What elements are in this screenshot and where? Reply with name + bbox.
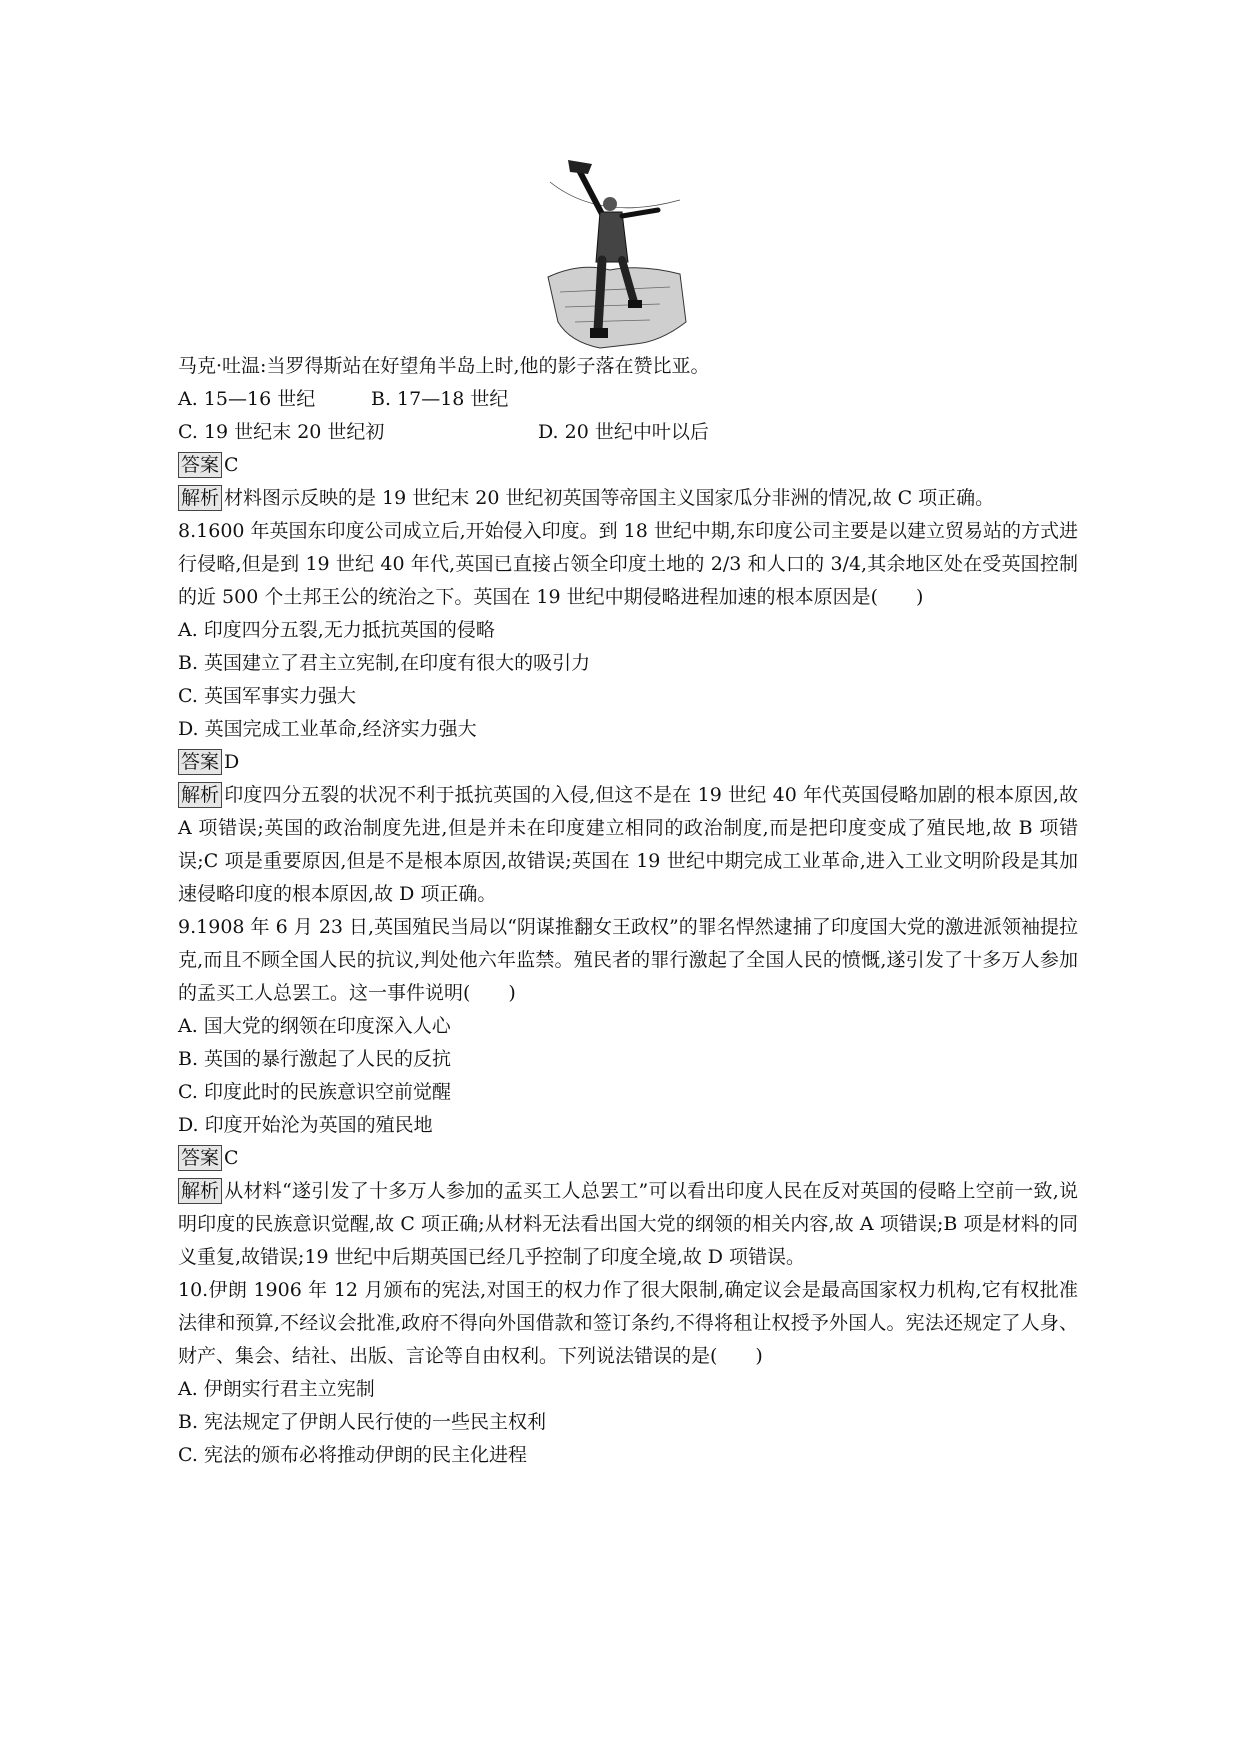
q10-stem-text: 伊朗 1906 年 12 月颁布的宪法,对国王的权力作了很大限制,确定议会是最高国家权力机构,它有权批准法律和预算,不经议会批准,政府不得向外国借款和签订条约,不得将租让权授予外国人。宪法还规定了人身、财产、集会、结社、出版、言论等自由权利。下列说法错误的是( ) (178, 1279, 1078, 1367)
analysis-tag: 解析 (178, 782, 222, 808)
q10-option-a: A. 伊朗实行君主立宪制 (178, 1378, 375, 1400)
q7-caption: 马克·吐温:当罗得斯站在好望角半岛上时,他的影子落在赞比亚。 (178, 355, 710, 377)
q10-stem (178, 1274, 1078, 1373)
q9-option-b: B. 英国的暴行激起了人民的反抗 (178, 1048, 452, 1070)
q9-option-c: C. 印度此时的民族意识空前觉醒 (178, 1081, 451, 1103)
q8-answer (178, 746, 1078, 779)
q10-option-c: C. 宪法的颁布必将推动伊朗的民主化进程 (178, 1444, 527, 1466)
q10-number: 10. (178, 1279, 209, 1301)
q8-option-c: C. 英国军事实力强大 (178, 685, 356, 707)
answer-tag: 答案 (178, 749, 222, 775)
q7-option-a: A. 15—16 世纪 (178, 388, 316, 410)
q9-analysis-text: 从材料“遂引发了十多万人参加的孟买工人总罢工”可以看出印度人民在反对英国的侵略上空前一致,说明印度的民族意识觉醒,故 C 项正确;从材料无法看出国大党的纲领的相关内容,故 A 项错误;B 项是材料的同义重复,故错误;19 世纪中后期英国已经几乎控制了印度全境,故 D 项错误。 (178, 1180, 1078, 1268)
q8-option-b: B. 英国建立了君主立宪制,在印度有很大的吸引力 (178, 652, 591, 674)
q9-answer (178, 1142, 1078, 1175)
q8-option-a: A. 印度四分五裂,无力抵抗英国的侵略 (178, 619, 495, 641)
analysis-tag: 解析 (178, 485, 222, 511)
q8-stem-text: 1600 年英国东印度公司成立后,开始侵入印度。到 18 世纪中期,东印度公司主要是以建立贸易站的方式进行侵略,但是到 19 世纪 40 年代,英国已直接占领全印度土地的 2/3 和人口的 3/4,其余地区处在受英国控制的近 500 个土邦王公的统治之下。英国在 19 世纪中期侵略进程加速的根本原因是( ) (178, 520, 1078, 608)
rhodes-colossus-cartoon-icon (540, 152, 690, 352)
q8-answer-value: D (224, 751, 240, 773)
q9-option-d: D. 印度开始沦为英国的殖民地 (178, 1114, 433, 1136)
question-content (178, 350, 1078, 1472)
q7-option-b: B. 17—18 世纪 (371, 388, 509, 410)
q9-analysis (178, 1175, 1078, 1274)
q8-option-d: D. 英国完成工业革命,经济实力强大 (178, 718, 477, 740)
q9-stem-text: 1908 年 6 月 23 日,英国殖民当局以“阴谋推翻女王政权”的罪名悍然逮捕了印度国大党的激进派领袖提拉克,而且不顾全国人民的抗议,判处他六年监禁。殖民者的罪行激起了全国人民的愤慨,遂引发了十多万人参加的孟买工人总罢工。这一事件说明( ) (178, 916, 1078, 1004)
answer-tag: 答案 (178, 1145, 222, 1171)
q8-number: 8. (178, 520, 197, 542)
q7-analysis-text: 材料图示反映的是 19 世纪末 20 世纪初英国等帝国主义国家瓜分非洲的情况,故 C 项正确。 (224, 487, 995, 509)
q7-answer-value: C (224, 454, 239, 476)
q10-option-b: B. 宪法规定了伊朗人民行使的一些民主权利 (178, 1411, 547, 1433)
q8-analysis (178, 779, 1078, 911)
q7-option-c: C. 19 世纪末 20 世纪初 (178, 421, 385, 443)
q8-stem (178, 515, 1078, 614)
q7-analysis (178, 482, 1078, 515)
q9-answer-value: C (224, 1147, 239, 1169)
q7-options-row-2 (178, 416, 1078, 449)
q7-options-row-1 (178, 383, 1078, 416)
q7-answer (178, 449, 1078, 482)
answer-tag: 答案 (178, 452, 222, 478)
analysis-tag: 解析 (178, 1178, 222, 1204)
q9-option-a: A. 国大党的纲领在印度深入人心 (178, 1015, 451, 1037)
q7-option-d: D. 20 世纪中叶以后 (538, 421, 709, 443)
q8-analysis-text: 印度四分五裂的状况不利于抵抗英国的入侵,但这不是在 19 世纪 40 年代英国侵略加剧的根本原因,故 A 项错误;英国的政治制度先进,但是并未在印度建立相同的政治制度,而是把印度变成了殖民地,故 B 项错误;C 项是重要原因,但是不是根本原因,故错误;英国在 19 世纪中期完成工业革命,进入工业文明阶段是其加速侵略印度的根本原因,故 D 项正确。 (178, 784, 1078, 905)
q9-stem (178, 911, 1078, 1010)
q9-number: 9. (178, 916, 197, 938)
